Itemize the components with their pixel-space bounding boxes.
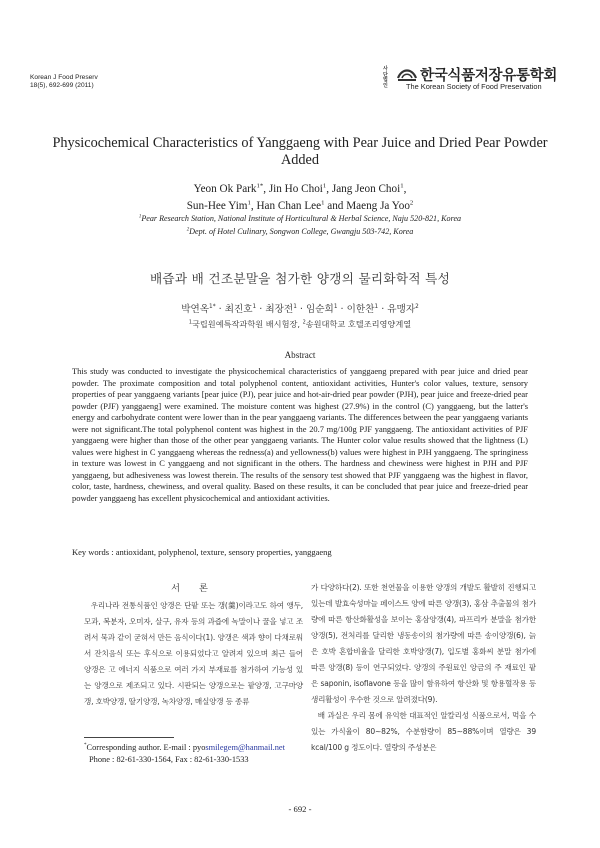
author-name-ko: 유맹자 xyxy=(387,304,416,315)
author-name: Maeng Ja Yoo xyxy=(346,200,410,212)
author-mark: 1 xyxy=(321,199,325,207)
paper-title: Physicochemical Characteristics of Yanggaeng with Pear Juice and Dried Pear Powder Added xyxy=(52,135,548,168)
author-name-ko: 이한찬 xyxy=(346,304,375,315)
intro-left-column: 우리나라 전통식품인 양갱은 단팥 또는 갱(羹)이라고도 하여 앵두, 모과, 복분자, 오미자, 살구, 유자 등의 과즙에 녹말이나 꿀을 넣고 조려서 묵과 같이 굳혀서 만든 음식이다(1). 양갱은 색과 향이 다채로워서 잔치음식 또는 후식으로 이용되었다고 알려져 있으며 최근 들어 양갱은 고 에너지 식품으로 여러 가지 부재료를 첨가하여 기능성 있는 양갱으로 제조되고 있다. 시판되는 양갱으로는 팥양갱, 고구마양갱, 호박양갱, 딸기양갱, 녹차양갱, 매실양갱 등 종류 xyxy=(84,601,303,706)
journal-citation xyxy=(30,74,98,91)
keywords xyxy=(72,547,528,557)
author-list-line1: Yeon Ok Park$^{1*}$, Jin Ho Choi$^1$, Jang Jeon Choi$^1$, xyxy=(193,182,407,195)
society-name-english: The Korean Society of Food Preservation xyxy=(406,82,542,91)
keywords-list: antioxidant, polyphenol, texture, sensory properties, yanggaeng xyxy=(115,547,332,557)
author-mark: 1 xyxy=(400,182,404,190)
affiliation-text: Pear Research Station, National Institute of Horticultural & Herbal Science, Naju 520-821, Korea xyxy=(141,214,462,223)
email-link[interactable]: smilegem@hanmail.net xyxy=(205,743,285,752)
author-mark: 1 xyxy=(247,199,251,207)
email-prefix: pyo xyxy=(192,743,206,752)
society-logo-icon xyxy=(396,66,418,82)
intro-paragraph: 가 다양하다(2). 또한 천연물을 이용한 양갱의 개발도 활발히 진행되고 있는데 발효숙성마늘 페이스트 양에 따른 양갱(3), 홍삼 추출물의 첨가량에 따른 항산화활성을 보이는 홍삼양갱(4), 파프리카 분말을 첨가한 양갱(5), 전처리를 달리한 냉동송이의 첨가량에 따른 송이양갱(6), 늙은 호박 혼합비율을 달리한 호박양갱(7), 입도별 홍화씨 분말 첨가에 따른 양갱(8) 등이 연구되었다. 양갱의 주원료인 앙금의 주 재료인 팥은 saponin, isoflavone 등을 많이 함유하여 항산화 및 항용혈작용 등 생리활성이 우수한 것으로 알려졌다(9). xyxy=(311,583,536,704)
affiliation-1 xyxy=(0,214,600,223)
author-mark: 2 xyxy=(409,199,414,207)
journal-volume: 18(5), 692-699 (2011) xyxy=(30,82,94,90)
affiliation-mark: 1 xyxy=(138,214,142,220)
author-mark: 1 xyxy=(252,303,257,310)
society-type-label: 사단법인 xyxy=(383,66,388,89)
author-name: Jang Jeon Choi xyxy=(331,183,401,195)
affiliation-korean xyxy=(0,319,600,330)
author-mark: 1* xyxy=(209,303,216,310)
author-list-korean: 박연옥$^{1*}$ · 최진호$^1$ · 최장전$^1$ · 임순희$^1$ · 이한찬$^1$ · 유맹자$^2$ xyxy=(181,303,419,315)
author-name: Sun-Hee Yim xyxy=(186,200,248,212)
abstract-body: This study was conducted to investigate the physicochemical characteristics of yanggaeng prepared with pear juice and dried pear powder. The proximate composition and total polyphenol content, antioxidant activities, Hunter's color values, texture, sensory properties of pear yanggaeng variants [pear juice (PJ), pear juice and hot-air-dried pear powder (PJH), pear juice and freeze-dried pear powder (PJF) yanggaeng] were examined. The moisture content was highest (27.9%) in the control (C) yanggaeng, but the latter's energy and carbohydrate content were lower than in the pear yanggaeng variants. The differences between the pear yanggaeng variants were not significant.The total polyphenol content was highest in the 20.7 mg/100g PJF yanggaeng. The antioxidant activities of PJF yanggaeng were higher than those of the other pear yanggaeng variants. The Hunter color value results showed that the lightness (L) values were highest in C yanggaeng whereas the redness(a) and yellowness(b) values were highest in PJH yanggaeng. The springiness in texture was lowest in C yanggaeng and not significant in the others. The hardness and chewiness were highest in PJH and PJF yanggaeng, but adhesiveness was lowest therein. The results of the sensory test showed that PJF yanggaeng was the highest in flavor, color, taste, hardness, chewiness, and overal quality. Based on these results, it can be concluded that pear juice and freeze-dried pear powder yanggaeng has excellent physicochemical and antioxidant activities. xyxy=(72,366,528,504)
footnote-divider xyxy=(84,737,174,738)
author-name-ko: 최진호 xyxy=(224,304,253,315)
page-number: - 692 - xyxy=(288,804,312,814)
phone-fax: Phone : 82-61-330-1564, Fax : 82-61-330-1533 xyxy=(89,755,249,764)
footnote-author-label: Corresponding author. E-mail : xyxy=(86,743,193,752)
author-mark: 1 xyxy=(333,303,338,310)
author-mark: 1 xyxy=(322,182,327,190)
corresponding-author-footnote xyxy=(84,742,324,766)
keywords-label: Key words : xyxy=(72,547,114,557)
journal-name: Korean J Food Preserv xyxy=(30,74,98,81)
affiliation-mark: 2 xyxy=(302,319,306,326)
affiliation-mark: 2 xyxy=(186,227,190,233)
author-name: Yeon Ok Park xyxy=(193,183,257,195)
footnote-mark: * xyxy=(84,743,87,749)
society-name-korean: 한국식품저장유통학회 xyxy=(420,68,558,84)
section-heading-introduction: 서 론 xyxy=(171,583,216,594)
author-name: Jin Ho Choi xyxy=(268,183,323,195)
author-mark: 1* xyxy=(256,182,264,190)
paper-title-korean: 배즙과 배 건조분말을 첨가한 양갱의 물리화학적 특성 xyxy=(149,271,451,286)
author-mark: 1 xyxy=(293,303,297,310)
affiliation-2 xyxy=(0,227,600,236)
author-name: Han Chan Lee xyxy=(256,200,322,212)
affiliation-text: 송원대학교 호텔조리영양계열 xyxy=(305,319,412,329)
author-list-line2: Sun-Hee Yim$^1$, Han Chan Lee$^1$ and Maeng Ja Yoo$^2$ xyxy=(186,199,414,212)
author-name-ko: 임순희 xyxy=(306,304,334,315)
abstract-heading: Abstract xyxy=(284,350,316,360)
author-name-ko: 박연옥 xyxy=(181,304,210,315)
affiliation-text: Dept. of Hotel Culinary, Songwon College, Gwangju 503-742, Korea xyxy=(189,227,414,236)
author-mark: 1 xyxy=(374,303,379,310)
affiliation-mark: 1 xyxy=(188,319,192,326)
author-name-ko: 최장전 xyxy=(265,304,294,315)
affiliation-text: 국립원예특작과학원 배시험장, xyxy=(191,319,300,329)
intro-right-column xyxy=(311,580,536,756)
author-mark: 2 xyxy=(415,303,419,310)
intro-paragraph: 배 과실은 우리 몸에 유익한 대표적인 알칼리성 식품으로서, 먹을 수 있는 가식율이 80∼82%, 수분함량이 85∼88%이며 열량은 39 kcal/100 g 정도이다. 열량의 주성분은 xyxy=(311,711,536,752)
